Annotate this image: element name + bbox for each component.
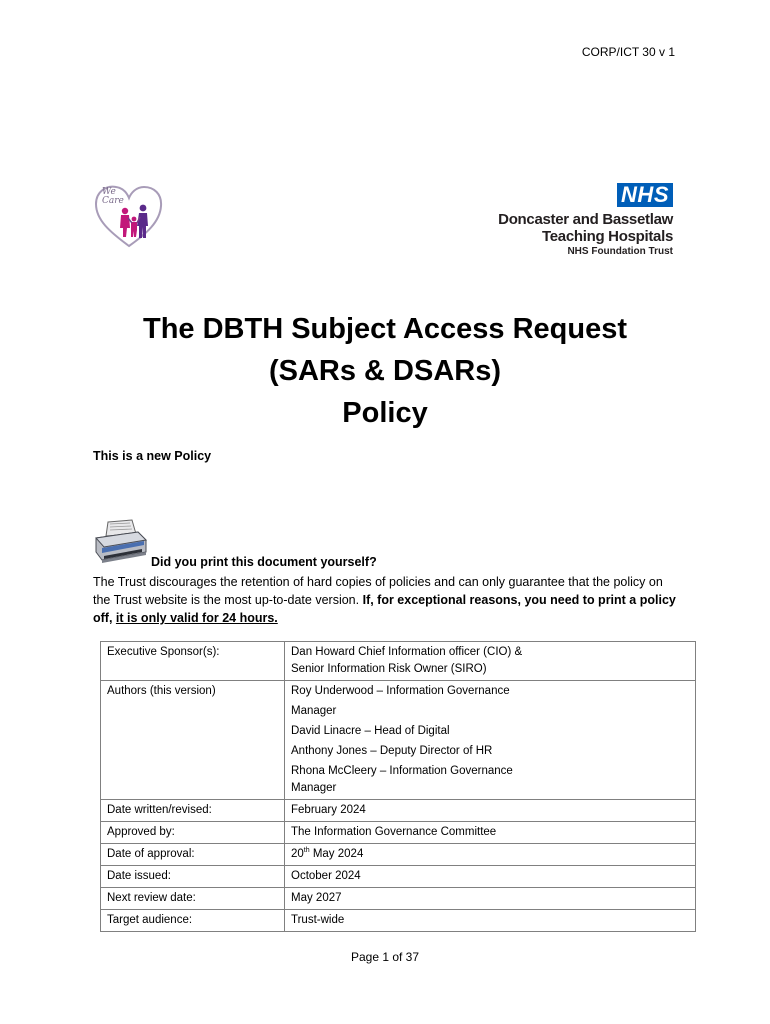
- document-reference: CORP/ICT 30 v 1: [581, 45, 675, 59]
- approved-by-label: Approved by:: [101, 822, 285, 844]
- authors-value: Roy Underwood – Information Governance Manager David Linacre – Head of Digital Anthony Jones – Deputy Director of HR Rhona McCleery – Information Governance Manager: [285, 681, 696, 800]
- nhs-badge: NHS: [617, 183, 673, 207]
- exec-sponsor-value: Dan Howard Chief Information officer (CIO) & Senior Information Risk Owner (SIRO): [285, 642, 696, 681]
- target-audience-label: Target audience:: [101, 910, 285, 932]
- next-review-label: Next review date:: [101, 888, 285, 910]
- nhs-org-subtitle: NHS Foundation Trust: [567, 246, 673, 257]
- print-notice-heading: Did you print this document yourself?: [151, 555, 377, 569]
- we-care-logo: [92, 182, 166, 250]
- nhs-org-name-line1: Doncaster and Bassetlaw: [498, 211, 673, 228]
- table-row: [101, 888, 696, 910]
- table-row: [101, 642, 696, 681]
- approved-by-value: The Information Governance Committee: [285, 822, 696, 844]
- nhs-org-name-line2: Teaching Hospitals: [541, 228, 673, 245]
- date-issued-value: October 2024: [285, 866, 696, 888]
- nhs-logo: [473, 183, 673, 258]
- next-review-value: May 2027: [285, 888, 696, 910]
- we-care-text: We Care: [102, 187, 124, 206]
- date-issued-label: Date issued:: [101, 866, 285, 888]
- date-of-approval-label: Date of approval:: [101, 844, 285, 866]
- title-line-1: The DBTH Subject Access Request: [143, 313, 627, 345]
- table-row: [101, 800, 696, 822]
- table-row: [101, 844, 696, 866]
- target-audience-value: Trust-wide: [285, 910, 696, 932]
- table-row: [101, 866, 696, 888]
- print-notice-text: The Trust discourages the retention of hard copies of policies and can only guarantee that the policy on the Trust website is the most up-to-date version. If, for exceptional reasons, you need to print a policy off, it is only valid for 24 hours.: [93, 575, 676, 625]
- new-policy-note: This is a new Policy: [93, 449, 212, 463]
- table-row: [101, 681, 696, 800]
- printer-icon: [92, 518, 148, 566]
- date-written-value: February 2024: [285, 800, 696, 822]
- date-written-label: Date written/revised:: [101, 800, 285, 822]
- exec-sponsor-label: Executive Sponsor(s):: [101, 642, 285, 681]
- date-of-approval-value: 20th May 2024: [285, 844, 696, 866]
- page-number: Page 1 of 37: [350, 950, 420, 964]
- page-title: [0, 308, 770, 434]
- table-row: [101, 910, 696, 932]
- title-line-3: Policy: [342, 397, 428, 429]
- title-line-2: (SARs & DSARs): [268, 355, 502, 387]
- policy-details-table: [100, 641, 696, 932]
- authors-label: Authors (this version): [101, 681, 285, 800]
- table-row: [101, 822, 696, 844]
